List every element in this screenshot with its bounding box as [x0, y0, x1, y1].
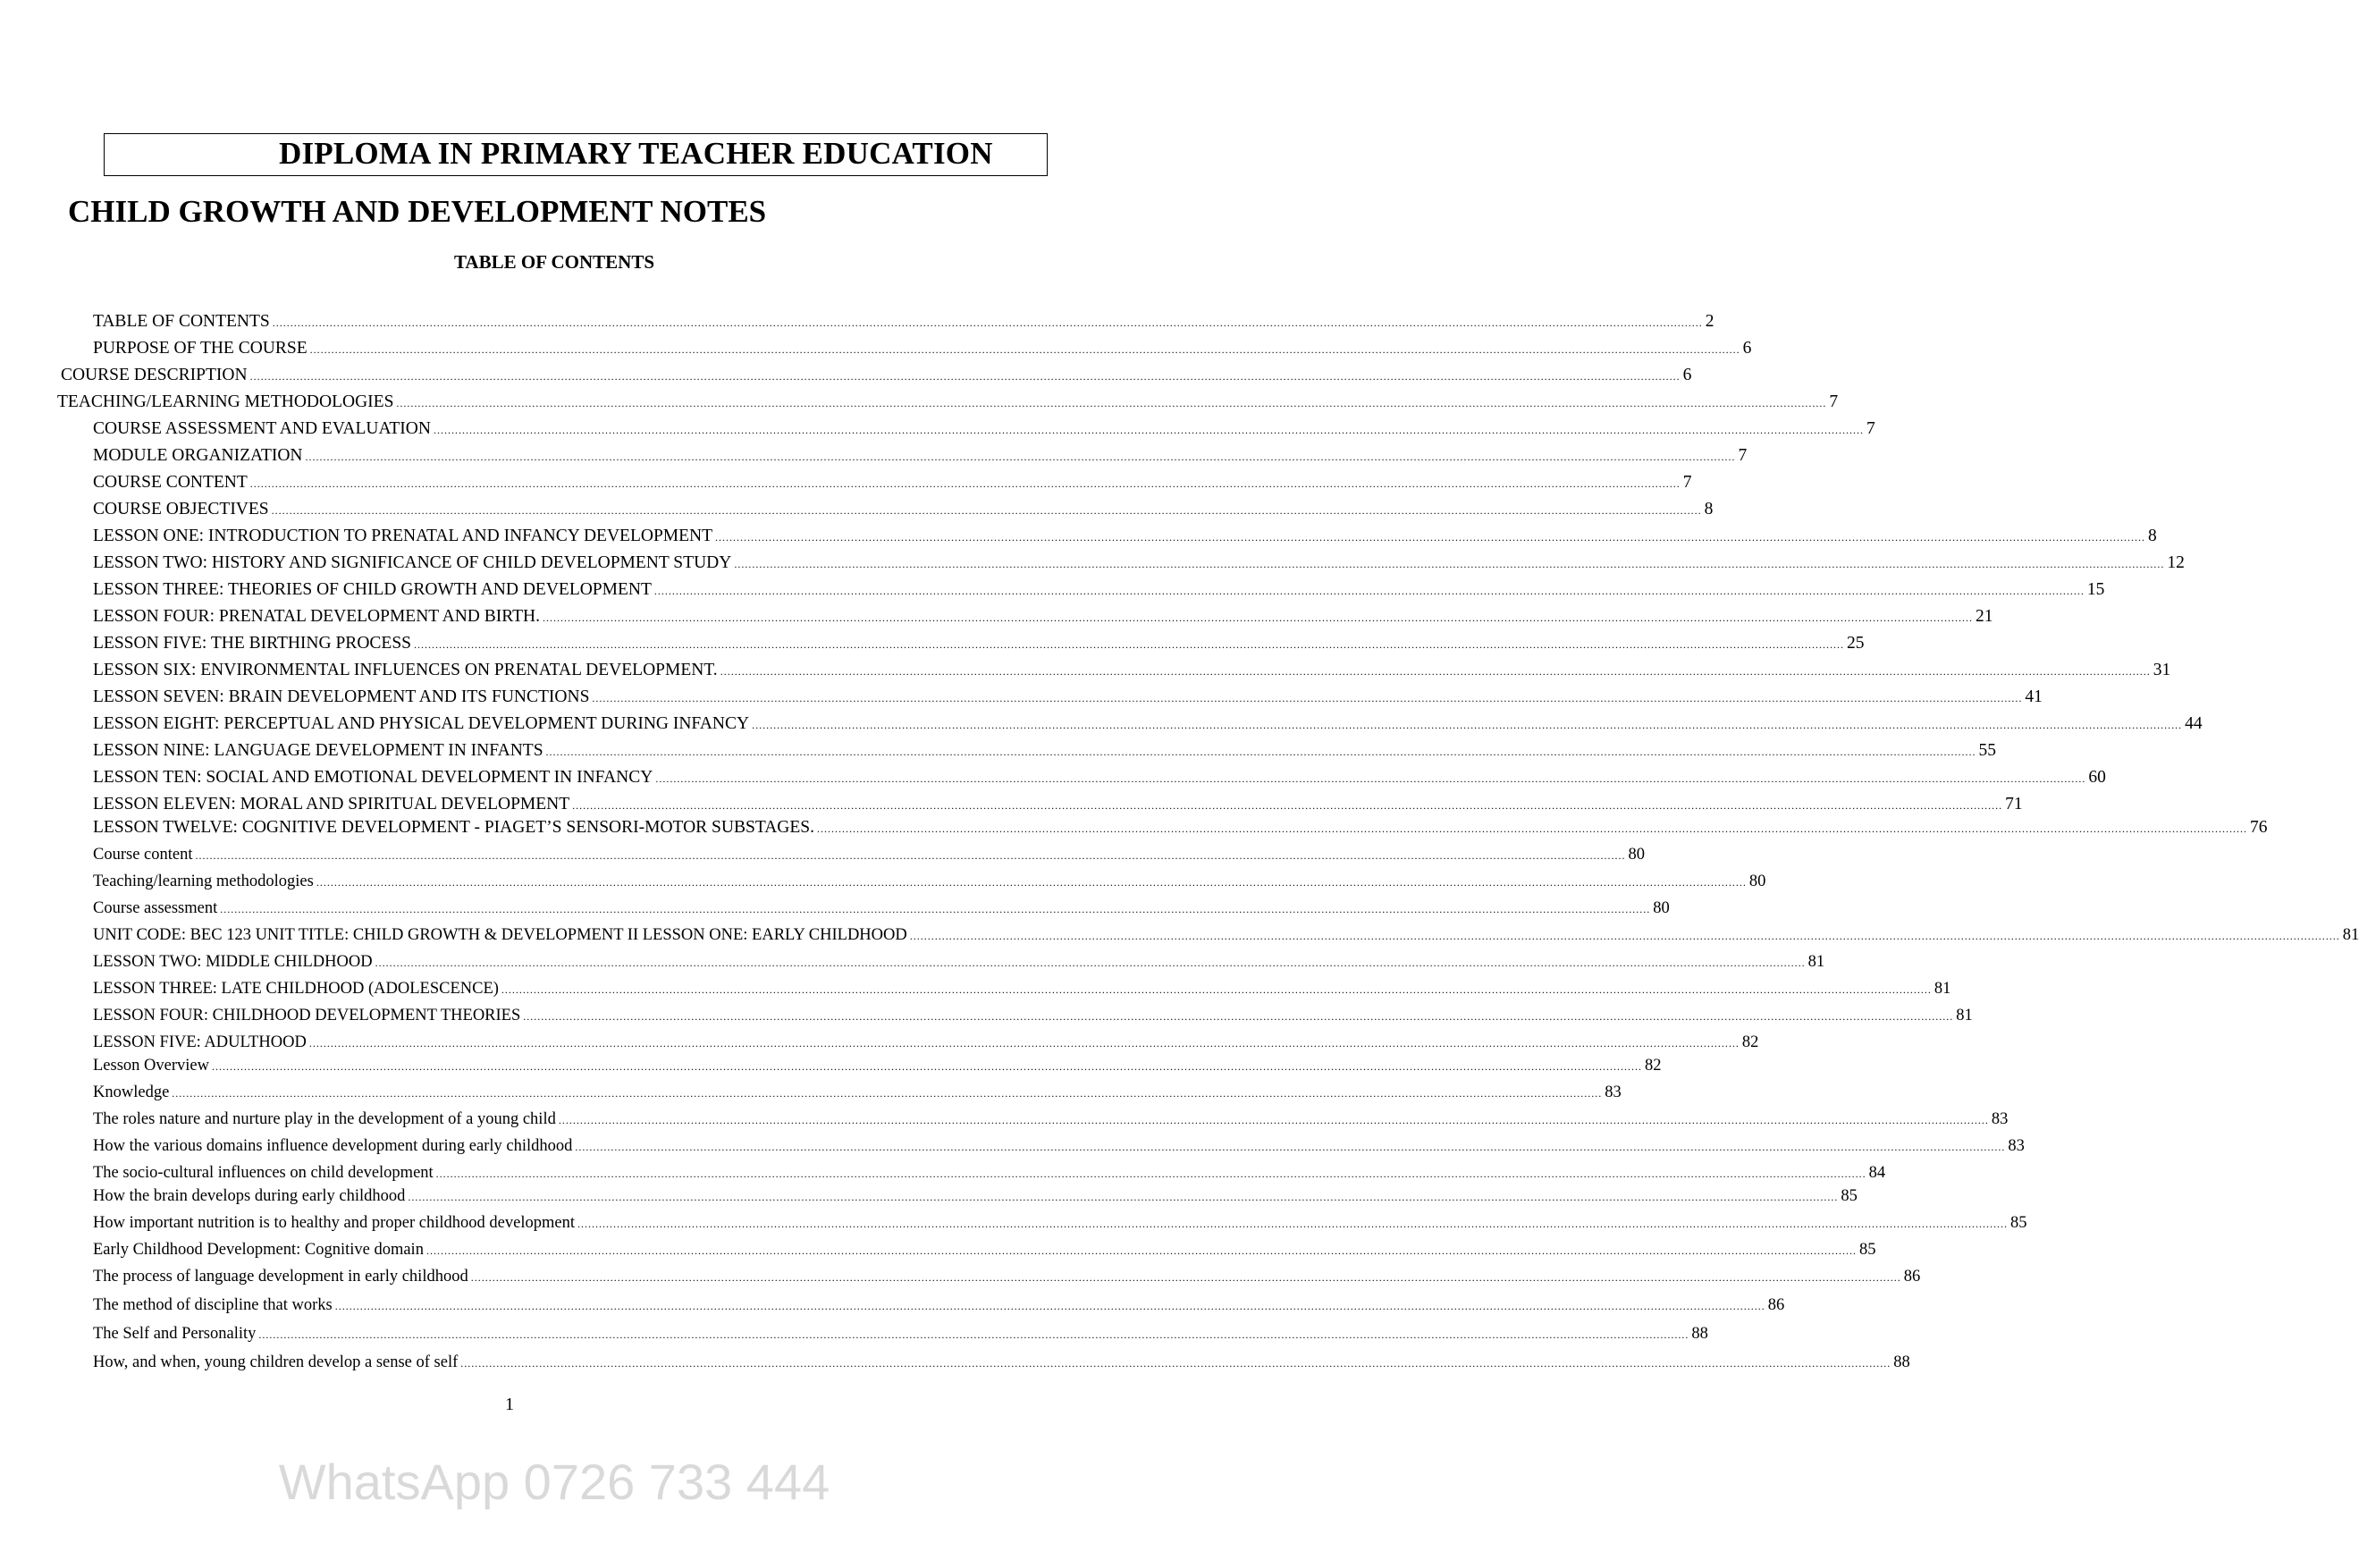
toc-entry-page: 84 — [1868, 1164, 1886, 1182]
toc-entry-title: LESSON FOUR: CHILDHOOD DEVELOPMENT THEORIES — [93, 1007, 521, 1024]
toc-entry-page: 80 — [1748, 873, 1766, 890]
toc-leader-dots: ................................................................................................................................................................................................................................................................................................................................................................................................................ — [545, 746, 1976, 758]
toc-entry-title: Course assessment — [93, 899, 218, 917]
toc-entry-title: TEACHING/LEARNING METHODOLOGIES — [57, 392, 394, 411]
toc-leader-dots: ................................................................................................................................................................................................................................................................................................................................................................................................................ — [542, 611, 1973, 624]
toc-entry-title: LESSON ONE: INTRODUCTION TO PRENATAL AND INFANCY DEVELOPMENT — [93, 527, 713, 545]
toc-entry[interactable] — [93, 794, 2023, 815]
toc-leader-dots: ................................................................................................................................................................................................................................................................................................................................................................................................................ — [752, 719, 2183, 731]
toc-entry[interactable] — [93, 871, 1766, 892]
toc-entry[interactable] — [93, 1032, 1759, 1053]
toc-entry[interactable] — [93, 1266, 1921, 1287]
toc-entry-title: LESSON SIX: ENVIRONMENTAL INFLUENCES ON PRENATAL DEVELOPMENT. — [93, 661, 718, 679]
toc-leader-dots: ................................................................................................................................................................................................................................................................................................................................................................................................................ — [271, 504, 1702, 517]
toc-leader-dots: ................................................................................................................................................................................................................................................................................................................................................................................................................ — [272, 316, 1703, 329]
toc-leader-dots: ................................................................................................................................................................................................................................................................................................................................................................................................................ — [558, 1114, 1989, 1126]
toc-leader-dots: ................................................................................................................................................................................................................................................................................................................................................................................................................ — [309, 343, 1740, 356]
toc-entry-page: 15 — [2086, 580, 2105, 599]
toc-leader-dots: ................................................................................................................................................................................................................................................................................................................................................................................................................ — [470, 1271, 1901, 1284]
toc-entry-page: 21 — [1975, 607, 1993, 626]
toc-entry-title: How the various domains influence development during early childhood — [93, 1137, 573, 1155]
toc-entry[interactable] — [93, 817, 2268, 839]
toc-leader-dots: ................................................................................................................................................................................................................................................................................................................................................................................................................ — [195, 849, 1626, 862]
toc-entry-title: PURPOSE OF THE COURSE — [93, 339, 308, 358]
toc-entry-title: LESSON NINE: LANGUAGE DEVELOPMENT IN INFANTS — [93, 741, 543, 760]
toc-entry-title: Course content — [93, 846, 193, 864]
toc-entry[interactable] — [93, 1323, 1708, 1345]
toc-entry-page: 80 — [1628, 846, 1645, 864]
toc-entry[interactable] — [93, 687, 2043, 708]
toc-entry[interactable] — [93, 579, 2105, 601]
toc-leader-dots: ................................................................................................................................................................................................................................................................................................................................................................................................................ — [435, 1168, 1866, 1180]
toc-entry[interactable] — [93, 1352, 1910, 1373]
page-number: 1 — [505, 1395, 514, 1414]
toc-entry-title: How, and when, young children develop a sense of self — [93, 1353, 459, 1371]
toc-entry-page: 76 — [2249, 818, 2268, 837]
toc-entry-page: 80 — [1653, 899, 1670, 917]
toc-entry[interactable] — [93, 740, 1997, 762]
toc-entry-title: How important nutrition is to healthy and proper childhood development — [93, 1214, 575, 1232]
toc-entry[interactable] — [93, 1082, 1622, 1103]
toc-leader-dots: ................................................................................................................................................................................................................................................................................................................................................................................................................ — [249, 477, 1681, 490]
toc-entry-page: 86 — [1903, 1268, 1921, 1286]
toc-leader-dots: ................................................................................................................................................................................................................................................................................................................................................................................................................ — [249, 370, 1681, 383]
toc-entry-title: LESSON TWELVE: COGNITIVE DEVELOPMENT - PIAGET’S SENSORI-MOTOR SUBSTAGES. — [93, 818, 814, 837]
toc-entry-page: 2 — [1705, 312, 1714, 331]
toc-entry-title: LESSON THREE: LATE CHILDHOOD (ADOLESCENCE) — [93, 980, 499, 998]
toc-entry-title: Early Childhood Development: Cognitive domain — [93, 1241, 424, 1259]
toc-entry-title: LESSON TWO: HISTORY AND SIGNIFICANCE OF CHILD DEVELOPMENT STUDY — [93, 553, 732, 572]
toc-entry-page: 81 — [1934, 980, 1951, 998]
toc-leader-dots: ................................................................................................................................................................................................................................................................................................................................................................................................................ — [575, 1141, 2006, 1153]
toc-leader-dots: ................................................................................................................................................................................................................................................................................................................................................................................................................ — [523, 1010, 1954, 1023]
toc-entry-page: 83 — [2008, 1137, 2025, 1155]
toc-entry[interactable] — [93, 418, 1875, 440]
toc-entry-page: 12 — [2167, 553, 2185, 572]
toc-entry[interactable] — [93, 499, 1714, 520]
toc-entry[interactable] — [93, 338, 1752, 359]
toc-leader-dots: ................................................................................................................................................................................................................................................................................................................................................................................................................ — [425, 1244, 1857, 1257]
toc-entry-page: 8 — [1704, 500, 1714, 518]
toc-entry-title: LESSON FIVE: THE BIRTHING PROCESS — [93, 634, 412, 653]
toc-entry-page: 7 — [1829, 392, 1839, 411]
toc-leader-dots: ................................................................................................................................................................................................................................................................................................................................................................................................................ — [653, 585, 2085, 597]
toc-entry[interactable] — [93, 660, 2171, 681]
toc-entry-page: 82 — [1644, 1057, 1662, 1075]
toc-entry-page: 88 — [1893, 1353, 1910, 1371]
toc-entry-title: LESSON SEVEN: BRAIN DEVELOPMENT AND ITS FUNCTIONS — [93, 687, 590, 706]
toc-leader-dots: ................................................................................................................................................................................................................................................................................................................................................................................................................ — [592, 692, 2023, 704]
toc-leader-dots: ................................................................................................................................................................................................................................................................................................................................................................................................................ — [308, 1037, 1740, 1050]
toc-entry[interactable] — [93, 1294, 1785, 1316]
toc-leader-dots: ................................................................................................................................................................................................................................................................................................................................................................................................................ — [816, 822, 2247, 835]
toc-entry-page: 31 — [2153, 661, 2171, 679]
toc-entry-title: COURSE CONTENT — [93, 473, 248, 492]
toc-entry-page: 55 — [1978, 741, 1997, 760]
toc-leader-dots: ................................................................................................................................................................................................................................................................................................................................................................................................................ — [408, 1191, 1839, 1203]
toc-entry-page: 7 — [1738, 446, 1748, 465]
toc-entry-page: 81 — [1956, 1007, 1973, 1024]
toc-leader-dots: ................................................................................................................................................................................................................................................................................................................................................................................................................ — [572, 799, 2003, 812]
toc-leader-dots: ................................................................................................................................................................................................................................................................................................................................................................................................................ — [258, 1328, 1689, 1341]
toc-entry[interactable] — [93, 898, 1670, 919]
toc-entry-page: 85 — [2009, 1214, 2027, 1232]
toc-entry-page: 83 — [1605, 1083, 1622, 1101]
toc-entry[interactable] — [93, 552, 2185, 574]
toc-entry-page: 71 — [2005, 795, 2023, 814]
toc-entry[interactable] — [93, 767, 2106, 788]
toc-entry-page: 85 — [1858, 1241, 1876, 1259]
toc-entry[interactable] — [93, 472, 1692, 493]
toc-heading: TABLE OF CONTENTS — [453, 251, 655, 273]
toc-entry-page: 88 — [1691, 1325, 1708, 1343]
toc-entry[interactable] — [93, 526, 2157, 547]
toc-leader-dots: ................................................................................................................................................................................................................................................................................................................................................................................................................ — [172, 1087, 1603, 1100]
toc-leader-dots: ................................................................................................................................................................................................................................................................................................................................................................................................................ — [734, 558, 2165, 570]
toc-entry-title: LESSON FOUR: PRENATAL DEVELOPMENT AND BIRTH. — [93, 607, 540, 626]
toc-entry-page: 6 — [1742, 339, 1752, 358]
toc-entry[interactable] — [93, 1162, 1886, 1184]
toc-entry-title: LESSON THREE: THEORIES OF CHILD GROWTH AND DEVELOPMENT — [93, 580, 652, 599]
toc-leader-dots: ................................................................................................................................................................................................................................................................................................................................................................................................................ — [334, 1300, 1765, 1312]
toc-entry-title: Teaching/learning methodologies — [93, 873, 314, 890]
toc-entry[interactable] — [93, 1005, 1973, 1026]
toc-entry-title: COURSE ASSESSMENT AND EVALUATION — [93, 419, 431, 438]
toc-leader-dots: ................................................................................................................................................................................................................................................................................................................................................................................................................ — [501, 983, 1932, 996]
toc-entry-page: 60 — [2088, 768, 2106, 787]
toc-entry[interactable] — [93, 1185, 1858, 1207]
toc-leader-dots: ................................................................................................................................................................................................................................................................................................................................................................................................................ — [316, 876, 1747, 889]
toc-leader-dots: ................................................................................................................................................................................................................................................................................................................................................................................................................ — [460, 1357, 1891, 1370]
toc-leader-dots: ................................................................................................................................................................................................................................................................................................................................................................................................................ — [220, 903, 1651, 915]
toc-entry-page: 82 — [1741, 1033, 1759, 1051]
toc-entry-title: COURSE DESCRIPTION — [61, 366, 248, 384]
toc-entry[interactable] — [61, 365, 1692, 386]
toc-entry-page: 41 — [2025, 687, 2043, 706]
toc-entry[interactable] — [93, 924, 2359, 946]
toc-entry-title: LESSON EIGHT: PERCEPTUAL AND PHYSICAL DEVELOPMENT DURING INFANCY — [93, 714, 750, 733]
toc-leader-dots: ................................................................................................................................................................................................................................................................................................................................................................................................................ — [211, 1060, 1642, 1073]
toc-leader-dots: ................................................................................................................................................................................................................................................................................................................................................................................................................ — [396, 397, 1827, 409]
toc-entry-title: MODULE ORGANIZATION — [93, 446, 303, 465]
watermark: WhatsApp 0726 733 444 — [278, 1454, 830, 1510]
document-title: CHILD GROWTH AND DEVELOPMENT NOTES — [68, 194, 767, 229]
toc-entry[interactable] — [93, 1109, 2009, 1130]
toc-leader-dots: ................................................................................................................................................................................................................................................................................................................................................................................................................ — [305, 451, 1736, 463]
toc-leader-dots: ................................................................................................................................................................................................................................................................................................................................................................................................................ — [414, 638, 1845, 651]
toc-leader-dots: ................................................................................................................................................................................................................................................................................................................................................................................................................ — [720, 665, 2151, 678]
toc-entry[interactable] — [93, 978, 1951, 999]
toc-leader-dots: ................................................................................................................................................................................................................................................................................................................................................................................................................ — [433, 424, 1864, 436]
toc-entry-title: LESSON ELEVEN: MORAL AND SPIRITUAL DEVELOPMENT — [93, 795, 570, 814]
toc-entry-page: 81 — [1807, 953, 1825, 971]
toc-entry[interactable] — [93, 606, 1993, 628]
toc-entry-title: UNIT CODE: BEC 123 UNIT TITLE: CHILD GROWTH & DEVELOPMENT II LESSON ONE: EARLY CHILDHOOD — [93, 926, 907, 944]
toc-entry-title: TABLE OF CONTENTS — [93, 312, 270, 331]
toc-entry[interactable] — [93, 951, 1825, 973]
toc-entry-title: LESSON FIVE: ADULTHOOD — [93, 1033, 307, 1051]
toc-entry-title: How the brain develops during early childhood — [93, 1187, 406, 1205]
toc-entry-title: COURSE OBJECTIVES — [93, 500, 269, 518]
toc-entry[interactable] — [93, 1055, 1662, 1076]
toc-entry-page: 7 — [1866, 419, 1875, 438]
toc-entry[interactable] — [93, 1135, 2025, 1157]
toc-entry[interactable] — [93, 713, 2203, 735]
toc-entry-page: 25 — [1847, 634, 1865, 653]
toc-entry-page: 81 — [2342, 926, 2359, 944]
toc-entry-title: LESSON TWO: MIDDLE CHILDHOOD — [93, 953, 373, 971]
toc-entry-page: 7 — [1682, 473, 1692, 492]
toc-leader-dots: ................................................................................................................................................................................................................................................................................................................................................................................................................ — [375, 957, 1806, 969]
toc-entry[interactable] — [93, 1239, 1876, 1260]
program-banner: DIPLOMA IN PRIMARY TEACHER EDUCATION — [279, 136, 993, 171]
toc-entry-page: 86 — [1767, 1296, 1785, 1314]
toc-entry-title: Lesson Overview — [93, 1057, 209, 1075]
toc-entry-title: The process of language development in early childhood — [93, 1268, 468, 1286]
toc-entry[interactable] — [93, 311, 1714, 333]
toc-entry-page: 44 — [2185, 714, 2203, 733]
toc-entry-title: The socio-cultural influences on child development — [93, 1164, 434, 1182]
toc-entry[interactable] — [57, 392, 1839, 413]
toc-entry-page: 85 — [1841, 1187, 1858, 1205]
toc-entry-title: LESSON TEN: SOCIAL AND EMOTIONAL DEVELOPMENT IN INFANCY — [93, 768, 653, 787]
toc-leader-dots: ................................................................................................................................................................................................................................................................................................................................................................................................................ — [655, 772, 2086, 785]
toc-leader-dots: ................................................................................................................................................................................................................................................................................................................................................................................................................ — [715, 531, 2146, 544]
toc-entry[interactable] — [93, 844, 1645, 865]
toc-entry-title: The method of discipline that works — [93, 1296, 333, 1314]
toc-entry-title: Knowledge — [93, 1083, 170, 1101]
toc-entry-page: 83 — [1991, 1110, 2009, 1128]
toc-leader-dots: ................................................................................................................................................................................................................................................................................................................................................................................................................ — [577, 1218, 2008, 1230]
toc-entry[interactable] — [93, 1212, 2027, 1234]
toc-entry-page: 8 — [2148, 527, 2157, 545]
toc-entry[interactable] — [93, 633, 1865, 654]
toc-leader-dots: ................................................................................................................................................................................................................................................................................................................................................................................................................ — [909, 930, 2340, 942]
toc-entry[interactable] — [93, 445, 1748, 467]
toc-entry-title: The roles nature and nurture play in the development of a young child — [93, 1110, 556, 1128]
toc-entry-page: 6 — [1682, 366, 1692, 384]
toc-entry-title: The Self and Personality — [93, 1325, 257, 1343]
